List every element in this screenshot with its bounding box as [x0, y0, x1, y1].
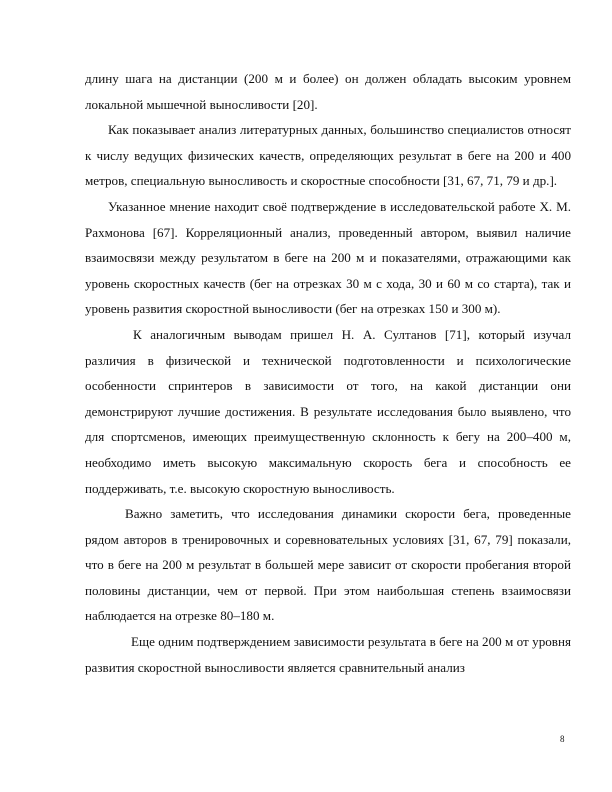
paragraph-sultanov-study: К аналогичным выводам пришел Н. А. Султанов [71], который изучал различия в физической и технической подготовленности и психологические особенности спринтеров в зависимости от того, на какой дистанции они демонстрируют лучшие достижения. В результате исследования было выявлено, что для спортсменов, имеющих преимущественную склонность к бегу на 200–400 м, необходимо иметь высокую максимальную скорость бега и способность ее поддерживать, т.е. высокую скоростную выносливость.: [85, 326, 571, 496]
paragraph-rakhmonov-study: Указанное мнение находит своё подтверждение в исследовательской работе Х. М. Рахмонова [67]. Корреляционный анализ, проведенный автором, выявил наличие взаимосвязи между результатом в беге на 200 м и показателями, отражающими как уровень скоростных качеств (бег на отрезках 30 м с хода, 30 и 60 м со старта), так и уровень развития скоростной выносливости (бег на отрезках 150 и 300 м).: [85, 198, 571, 317]
page-number: 8: [560, 734, 565, 744]
paragraph-comparative-analysis: Еще одним подтверждением зависимости результата в беге на 200 м от уровня развития скоростной выносливости является сравнительный анализ: [85, 634, 571, 675]
body-text: [85, 66, 571, 680]
paragraph-speed-dynamics: Важно заметить, что исследования динамики скорости бега, проведенные рядом авторов в тренировочных и соревновательных условиях [31, 67, 79] показали, что в беге на 200 м результат в большей мере зависит от скорости пробегания второй половины дистанции, чем от первой. При этом наибольшая степень взаимосвязи наблюдается на отрезке 80–180 м.: [85, 506, 571, 624]
paragraph-literature-analysis: Как показывает анализ литературных данных, большинство специалистов относят к числу ведущих физических качеств, определяющих результат в беге на 200 и 400 метров, специальную выносливость и скоростные способности [31, 67, 71, 79 и др.].: [85, 122, 571, 189]
paragraph-continuation: длину шага на дистанции (200 м и более) он должен обладать высоким уровнем локальной мышечной выносливости [20].: [85, 71, 571, 112]
